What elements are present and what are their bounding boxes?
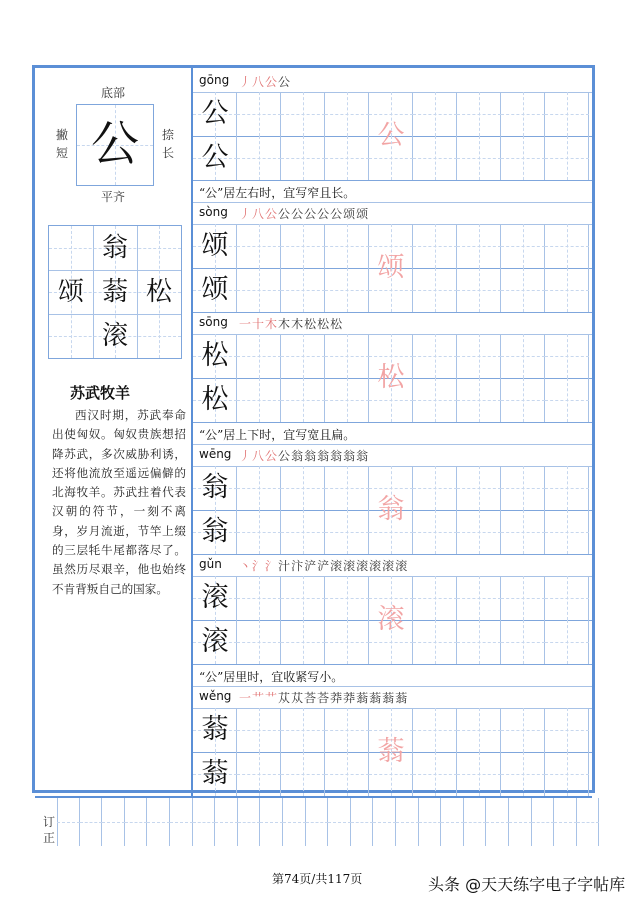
stroke-step: 木 <box>265 317 279 331</box>
stroke-step: 汁 <box>278 559 292 573</box>
stroke-step: 公 <box>265 449 279 463</box>
stroke-step: 翁 <box>356 449 370 463</box>
correction-row <box>35 796 592 848</box>
stroke-step: 丿 <box>239 207 253 221</box>
stroke-step: 公 <box>265 75 279 89</box>
pinyin-label: sōng <box>199 315 228 329</box>
trace-char: 颂 <box>377 252 405 283</box>
stroke-step: 八 <box>252 75 266 89</box>
stroke-step: 荅 <box>304 691 318 705</box>
stroke-step: 莽 <box>330 691 344 705</box>
stroke-step: 八 <box>252 207 266 221</box>
stroke-step: 滚 <box>369 559 383 573</box>
stroke-step: 松 <box>317 317 331 331</box>
story-title: 苏武牧羊 <box>70 384 131 402</box>
stroke-step: 汴 <box>291 559 305 573</box>
stroke-step: 蓊 <box>395 691 409 705</box>
stroke-step: 滚 <box>330 559 344 573</box>
stroke-step: 艹 <box>265 691 279 705</box>
model-char: 滚 <box>201 582 229 613</box>
stroke-step: 滚 <box>356 559 370 573</box>
trace-char: 公 <box>377 120 405 151</box>
stroke-step: 莽 <box>343 691 357 705</box>
stroke-step: 翁 <box>343 449 357 463</box>
radical-char: 公 <box>90 116 139 172</box>
stroke-step: 艹 <box>252 691 266 705</box>
model-char: 颂 <box>201 230 229 261</box>
stroke-step: 丿 <box>239 449 253 463</box>
stroke-step: 浐 <box>317 559 331 573</box>
model-char: 翁 <box>201 472 229 503</box>
stroke-step: 翁 <box>291 449 305 463</box>
model-char: 蓊 <box>201 758 229 789</box>
related-chars-grid <box>48 225 182 359</box>
writing-tip: “公”居里时，宜收紧写小。 <box>199 670 344 684</box>
watermark: 头条 @天天练字电子字帖库 <box>428 875 626 894</box>
stroke-step: 苁 <box>278 691 292 705</box>
model-char: 松 <box>201 340 229 371</box>
stroke-step: 翁 <box>304 449 318 463</box>
related-char-center: 蓊 <box>101 277 128 307</box>
stroke-step: 丿 <box>239 75 253 89</box>
stroke-step: 翁 <box>317 449 331 463</box>
stroke-step: 颂 <box>343 207 357 221</box>
stroke-order <box>239 557 408 574</box>
writing-tip: “公”居上下时，宜写宽且扁。 <box>199 428 356 442</box>
stroke-step: 公 <box>265 207 279 221</box>
stroke-step: 滚 <box>382 559 396 573</box>
stroke-step: 公 <box>291 207 305 221</box>
stroke-step: 蓊 <box>382 691 396 705</box>
stroke-order <box>239 73 291 90</box>
page-number: 第74页/共117页 <box>272 872 363 886</box>
stroke-step: 滚 <box>343 559 357 573</box>
stroke-step: 浐 <box>304 559 318 573</box>
model-char: 公 <box>201 142 229 173</box>
stroke-step: 丶 <box>239 559 253 573</box>
trace-char: 松 <box>377 362 405 393</box>
stroke-step: 公 <box>317 207 331 221</box>
stroke-step: 蓊 <box>369 691 383 705</box>
story-text: 西汉时期，苏武奉命出使匈奴。匈奴贵族想招降苏武，多次威胁利诱，还将他流放至遥远偏僻的北海牧羊。苏武拄着代表汉朝的符节，一刻不离身，岁月流逝，节竿上缀的三层牦牛尾都落尽了。虽然历尽艰辛，他也始终不肯背叛自己的国家。 <box>52 408 186 596</box>
stroke-step: 八 <box>252 449 266 463</box>
pinyin-label: gǔn <box>199 557 222 571</box>
stroke-step: 公 <box>278 207 292 221</box>
stroke-step: 氵 <box>252 559 266 573</box>
stroke-order <box>239 447 369 464</box>
stroke-order <box>239 315 343 332</box>
stroke-step: 一 <box>239 317 253 331</box>
related-char-top: 翁 <box>101 233 128 263</box>
model-char: 蓊 <box>201 714 229 745</box>
model-char: 松 <box>201 384 229 415</box>
radical-left-label: 撇短 <box>56 128 69 160</box>
stroke-step: 蓊 <box>356 691 370 705</box>
radical-char-box <box>76 104 154 186</box>
model-char: 公 <box>201 98 229 129</box>
pinyin-label: gōng <box>199 73 230 87</box>
stroke-order <box>239 205 369 222</box>
stroke-order <box>239 689 408 706</box>
stroke-step: 苁 <box>291 691 305 705</box>
model-char: 颂 <box>201 274 229 305</box>
stroke-step: 公 <box>278 75 292 89</box>
pinyin-label: wēng <box>199 447 232 461</box>
stroke-step: 松 <box>304 317 318 331</box>
related-char-bottom: 滚 <box>101 321 128 351</box>
radical-top-label: 底部 <box>101 86 126 100</box>
stroke-step: 公 <box>330 207 344 221</box>
stroke-step: 荅 <box>317 691 331 705</box>
stroke-step: 十 <box>252 317 266 331</box>
stroke-step: 松 <box>330 317 344 331</box>
stroke-step: 一 <box>239 691 253 705</box>
correction-label: 订正 <box>43 815 56 845</box>
stroke-step: 木 <box>278 317 292 331</box>
writing-tip: “公”居左右时，宜写窄且长。 <box>199 186 356 200</box>
model-char: 翁 <box>201 516 229 547</box>
stroke-step: 公 <box>304 207 318 221</box>
related-char-right: 松 <box>145 277 172 307</box>
model-char: 滚 <box>201 626 229 657</box>
trace-char: 蓊 <box>377 736 405 767</box>
pinyin-label: wěng <box>199 689 232 703</box>
stroke-step: 木 <box>291 317 305 331</box>
radical-right-label: 捺长 <box>162 128 175 160</box>
stroke-step: 滚 <box>395 559 409 573</box>
trace-char: 翁 <box>377 494 405 525</box>
stroke-step: 氵 <box>265 559 279 573</box>
radical-bottom-label: 平齐 <box>101 190 126 204</box>
stroke-step: 颂 <box>356 207 370 221</box>
related-char-left: 颂 <box>57 277 84 307</box>
trace-char: 滚 <box>377 604 405 635</box>
stroke-step: 公 <box>278 449 292 463</box>
pinyin-label: sòng <box>199 205 228 219</box>
stroke-step: 翁 <box>330 449 344 463</box>
